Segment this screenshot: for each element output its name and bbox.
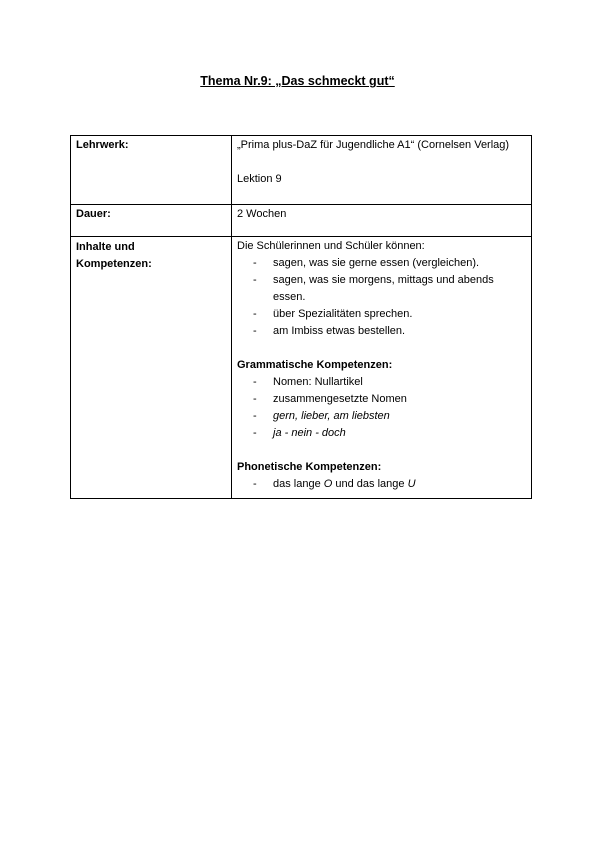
lehrwerk-book: „Prima plus-DaZ für Jugendliche A1“ (Cornelsen Verlag) [237, 139, 510, 151]
inhalte-value [232, 237, 532, 499]
list-item [237, 476, 526, 493]
grammar-list [237, 374, 526, 442]
spacer [237, 340, 526, 357]
phonetic-list [237, 476, 526, 493]
list-item [237, 272, 526, 306]
inhalte-label-line1: Inhalte und [76, 241, 135, 253]
dauer-value: 2 Wochen [232, 205, 532, 237]
list-item [237, 391, 526, 408]
grammar-text: ja - nein - doch [273, 427, 346, 439]
list-item [237, 374, 526, 391]
phonetic-mid: und das lange [332, 478, 408, 490]
phonetic-heading: Phonetische Kompetenzen: [237, 461, 382, 473]
grammar-text: gern, lieber, am liebsten [273, 410, 390, 422]
dash-bullet: - [253, 257, 257, 269]
dauer-label: Dauer: [71, 205, 232, 237]
lehrwerk-label: Lehrwerk: [71, 136, 232, 205]
info-table [70, 135, 532, 499]
dash-bullet: - [253, 393, 257, 405]
list-item [237, 425, 526, 442]
phonetic-u: U [407, 478, 416, 490]
phonetic-o: O [323, 478, 333, 490]
phonetic-pre: das lange [273, 478, 324, 490]
inhalte-label [71, 237, 232, 499]
dash-bullet: - [253, 308, 257, 320]
dash-bullet: - [253, 376, 257, 388]
lehrwerk-lesson: Lektion 9 [237, 173, 282, 185]
skill-text: über Spezialitäten sprechen. [273, 308, 413, 320]
list-item [237, 255, 526, 272]
skill-text: sagen, was sie morgens, mittags und abends essen. [273, 274, 494, 303]
dash-bullet: - [253, 478, 257, 490]
grammar-text: zusammengesetzte Nomen [273, 393, 407, 405]
dash-bullet: - [253, 427, 257, 439]
page-title: Thema Nr.9: „Das schmeckt gut“ [200, 74, 395, 88]
skills-list [237, 255, 526, 340]
skill-text: sagen, was sie gerne essen (vergleichen). [273, 257, 480, 269]
lehrwerk-value [232, 136, 532, 205]
table-row-lehrwerk [71, 136, 532, 205]
list-item [237, 408, 526, 425]
inhalte-label-line2: Kompetenzen: [76, 258, 152, 270]
dash-bullet: - [253, 325, 257, 337]
table-row-inhalte [71, 237, 532, 499]
list-item [237, 323, 526, 340]
skill-text: am Imbiss etwas bestellen. [273, 325, 406, 337]
dash-bullet: - [253, 410, 257, 422]
spacer [237, 442, 526, 459]
list-item [237, 306, 526, 323]
spacer [237, 154, 526, 171]
grammar-heading: Grammatische Kompetenzen: [237, 359, 393, 371]
grammar-text: Nomen: Nullartikel [273, 376, 363, 388]
dash-bullet: - [253, 274, 257, 286]
table-row-dauer [71, 205, 532, 237]
skills-intro: Die Schülerinnen und Schüler können: [237, 240, 425, 252]
